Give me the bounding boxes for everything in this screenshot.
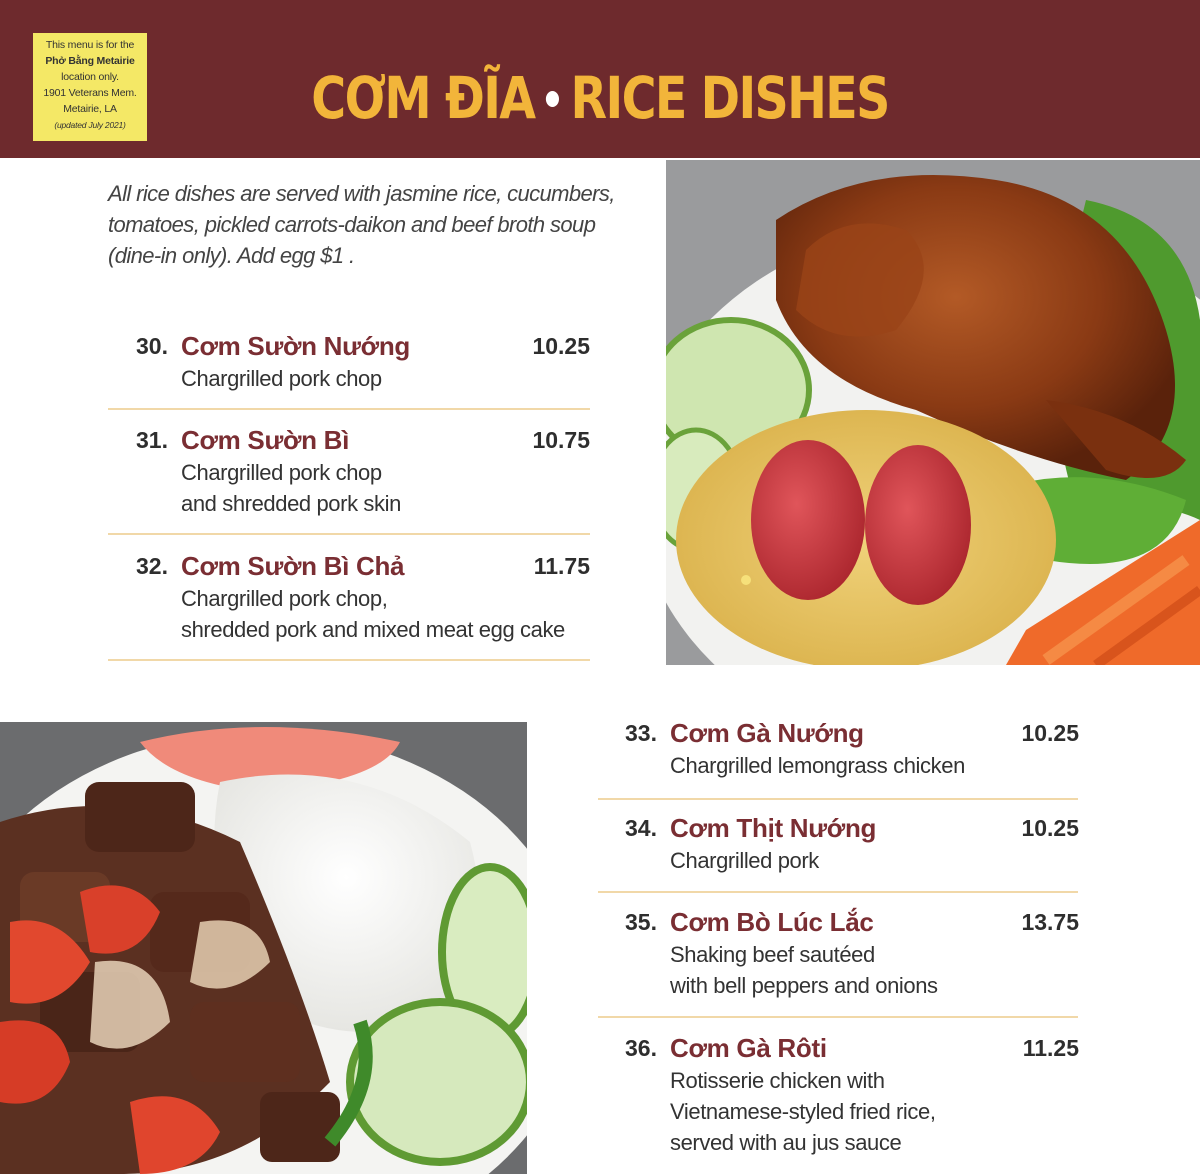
item-name: Cơm Bò Lúc Lắc [670,907,874,937]
item-number: 36. [625,1035,657,1061]
item-name: Cơm Gà Nướng [670,718,864,748]
note-line: location only. [61,71,119,83]
item-number: 33. [625,720,657,746]
description-line: Chargrilled pork chop [181,460,382,485]
item-name: Cơm Sườn Nướng [181,331,411,361]
divider [108,659,590,661]
item-number: 30. [136,333,168,359]
description-line: Shaking beef sautéed [670,942,875,967]
item-price: 13.75 [1021,909,1079,935]
description-line: and shredded pork skin [181,491,401,516]
photo-rotisserie-chicken [666,160,1200,665]
description-line: Chargrilled pork chop [181,366,382,391]
item-name: Cơm Thịt Nướng [670,813,877,843]
item-price: 10.25 [1021,720,1079,746]
item-description [181,583,601,645]
divider [598,798,1078,800]
description-line: Vietnamese-styled fried rice, [670,1099,936,1124]
note-line: Metairie, LA [63,103,117,115]
item-price: 11.25 [1022,1035,1079,1061]
item-description [670,845,1090,876]
description-line: shredded pork and mixed meat egg cake [181,617,565,642]
description-line: with bell peppers and onions [670,973,938,998]
item-name: Cơm Sườn Bì Chả [181,551,405,581]
page-title [108,58,1092,138]
item-price: 11.75 [533,553,590,579]
item-number: 35. [625,909,657,935]
shaking-beef-illustration [0,722,527,1174]
item-description [181,457,601,519]
bullet-dot-icon [546,91,559,107]
divider [598,1016,1078,1018]
description-line: Rotisserie chicken with [670,1068,885,1093]
item-price: 10.75 [532,427,590,453]
item-number: 31. [136,427,168,453]
item-name: Cơm Sườn Bì [181,425,350,455]
item-number: 34. [625,815,657,841]
photo-shaking-beef [0,722,527,1174]
note-line: 1901 Veterans Mem. [43,87,137,99]
description-line: Chargrilled pork [670,848,819,873]
item-description [670,1065,1090,1158]
item-description [670,939,1090,1001]
note-line-updated: (updated July 2021) [54,120,126,130]
divider [598,891,1078,893]
title-vietnamese: CƠM ĐĨA [311,64,535,132]
item-number: 32. [136,553,168,579]
divider [108,408,590,410]
divider [108,533,590,535]
note-line: This menu is for the [45,39,135,51]
description-line: Chargrilled lemongrass chicken [670,753,965,778]
item-description [670,750,1090,781]
note-line-location: Phở Bằng Metairie [45,55,135,67]
item-price: 10.25 [1021,815,1079,841]
item-description [181,363,601,394]
description-line: served with au jus sauce [670,1130,902,1155]
rotisserie-chicken-illustration [666,160,1200,665]
header-band [0,0,1200,158]
item-price: 10.25 [532,333,590,359]
title-english: RICE DISHES [570,64,889,132]
description-line: Chargrilled pork chop, [181,586,388,611]
item-name: Cơm Gà Rôti [670,1033,827,1063]
intro-text: All rice dishes are served with jasmine rice, cucumbers, tomatoes, pickled carrots-daikon and beef broth soup (dine-in only). Add egg $1 . [108,181,615,268]
